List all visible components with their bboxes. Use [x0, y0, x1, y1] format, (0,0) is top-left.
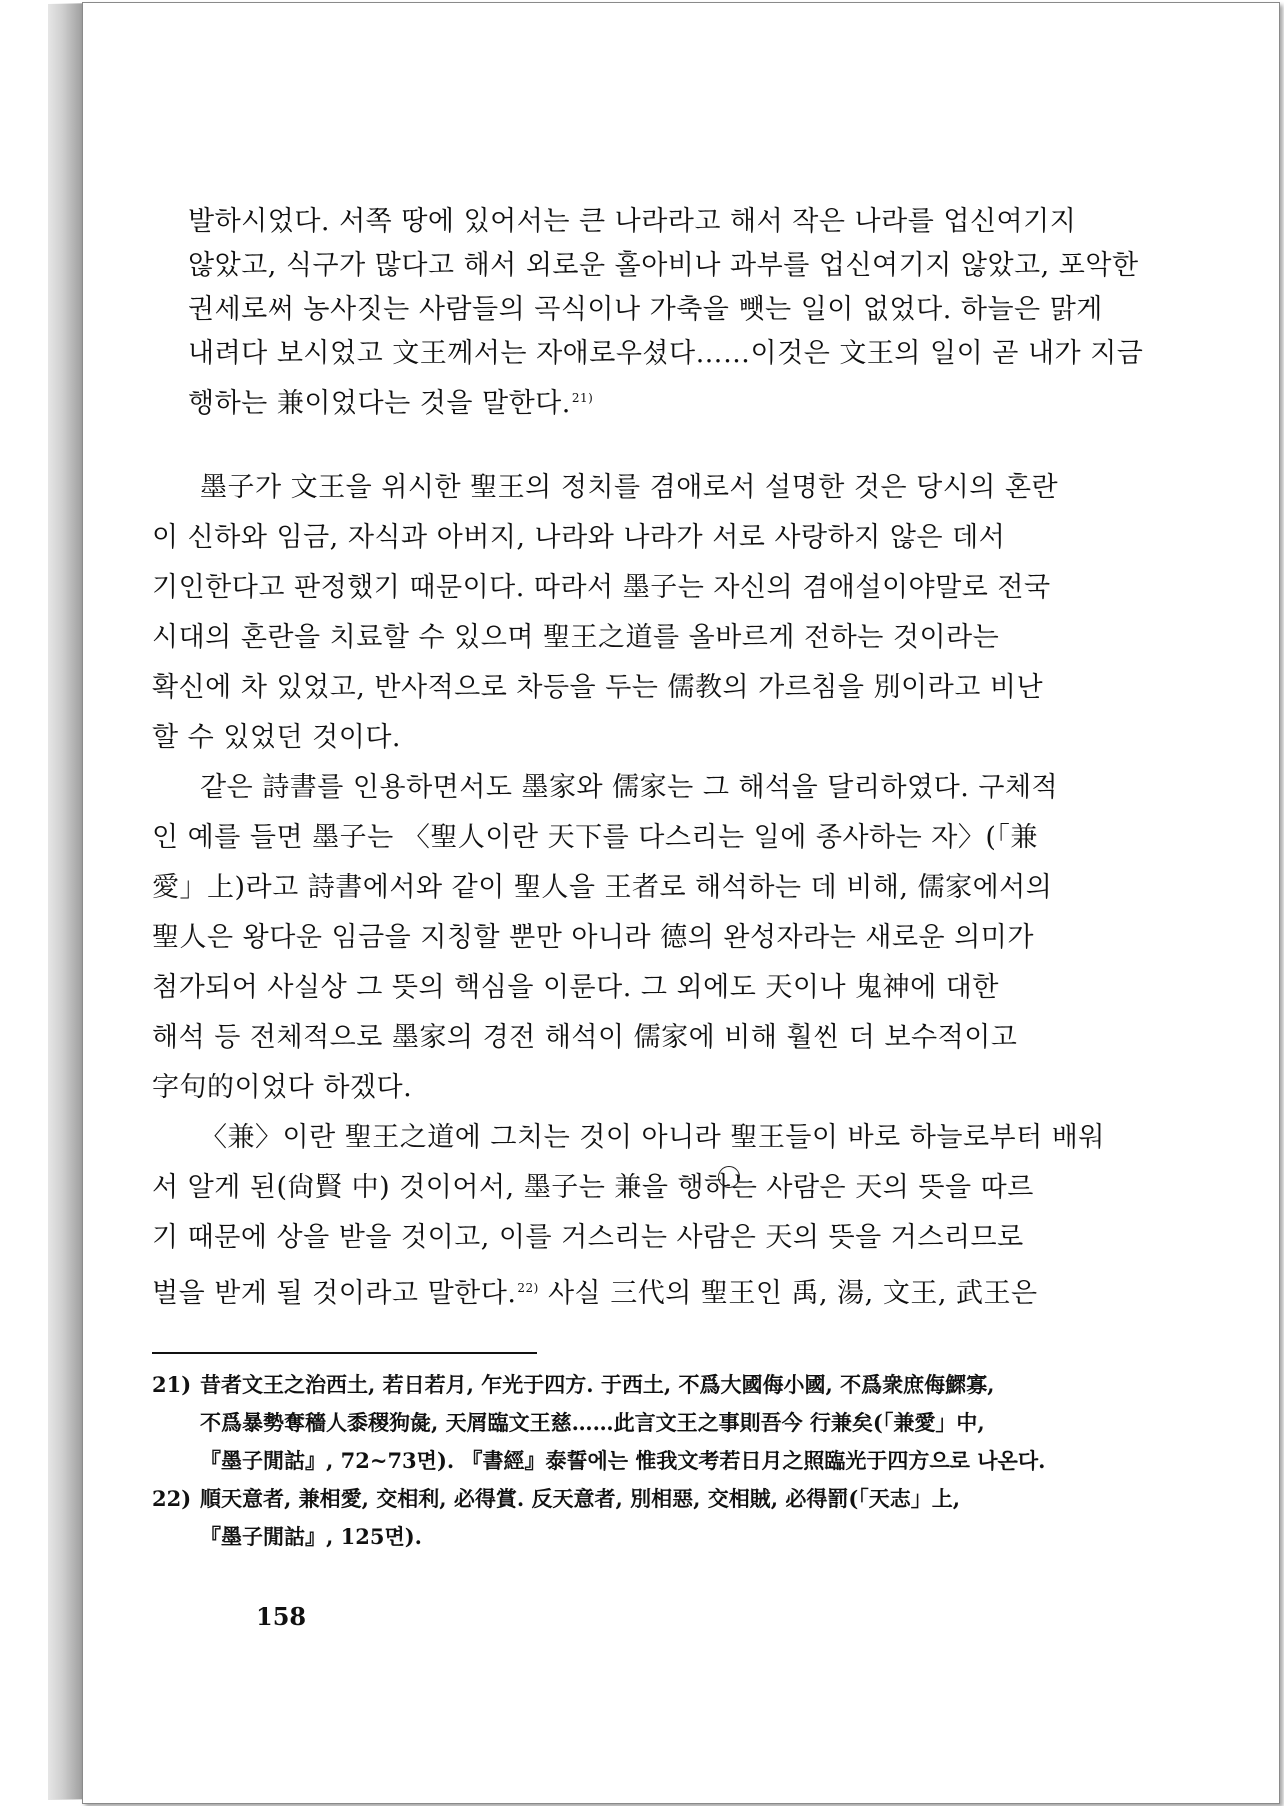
body-line: 확신에 차 있었고, 반사적으로 차등을 두는 儒教의 가르침을 別이라고 비난 [152, 672, 1044, 703]
body-line: 서 알게 된(尙賢 中) 것이어서, 墨子는 兼을 행하는 사람은 天의 뜻을 따르 [152, 1172, 1034, 1203]
footnote-ref-21[interactable]: 21) [571, 391, 594, 405]
body-line: 聖人은 왕다운 임금을 지칭할 뿐만 아니라 德의 완성자라는 새로운 의미가 [152, 922, 1034, 953]
footnote-number: 21) [152, 1372, 192, 1397]
body-line [152, 1266, 1152, 1310]
footnote-divider [152, 1352, 537, 1354]
body-line: 기 때문에 상을 받을 것이고, 이를 거스리는 사람은 天의 뜻을 거스리므로 [152, 1222, 1024, 1253]
quote-line [188, 376, 1152, 420]
footnotes [152, 1366, 1152, 1556]
footnote-line: 21) 昔者文王之治西土, 若日若月, 乍光于四方. 于西土, 不爲大國侮小國, 不爲衆庶侮鰥寡, [152, 1366, 1152, 1404]
body-line: 墨子가 文王을 위시한 聖王의 정치를 겸애로서 설명한 것은 당시의 혼란 [200, 472, 1059, 503]
body-line: 字句的이었다 하겠다. [152, 1072, 413, 1103]
body-line: 할 수 있었던 것이다. [152, 722, 401, 753]
body-line: 같은 詩書를 인용하면서도 墨家와 儒家는 그 해석을 달리하였다. 구체적 [200, 772, 1059, 803]
body-line: 시대의 혼란을 치료할 수 있으며 聖王之道를 올바르게 전하는 것이라는 [152, 622, 1000, 653]
footnote-ref-22[interactable]: 22) [517, 1281, 539, 1295]
quote-line-text: 행하는 兼이었다는 것을 말한다. [188, 388, 571, 419]
quote-line: 내려다 보시었고 文王께서는 자애로우셨다……이것은 文王의 일이 곧 내가 지금 [188, 338, 1144, 369]
body-line: 〈兼〉이란 聖王之道에 그치는 것이 아니라 聖王들이 바로 하늘로부터 배워 [200, 1122, 1105, 1153]
footnote-number: 22) [152, 1486, 192, 1511]
quote-line: 발하시었다. 서쪽 땅에 있어서는 큰 나라라고 해서 작은 나라를 업신여기지 [188, 206, 1077, 237]
block-quote [188, 200, 1152, 420]
body-line: 해석 등 전체적으로 墨家의 경전 해석이 儒家에 비해 훨씬 더 보수적이고 [152, 1022, 1018, 1053]
handwritten-circle-mark [718, 1166, 740, 1188]
quote-line: 권세로써 농사짓는 사람들의 곡식이나 가축을 뺏는 일이 없었다. 하늘은 맑게 [188, 294, 1103, 325]
body-line: 첨가되어 사실상 그 뜻의 핵심을 이룬다. 그 외에도 天이나 鬼神에 대한 [152, 972, 999, 1003]
footnote-line: 22) 順天意者, 兼相愛, 交相利, 必得賞. 反天意者, 別相惡, 交相賊, 必得罰(「天志」上, [152, 1480, 1152, 1518]
body-line-tail: 사실 三代의 聖王인 禹, 湯, 文王, 武王은 [538, 1278, 1038, 1309]
body-text [152, 466, 1152, 1316]
page-number: 158 [256, 1602, 307, 1631]
footnote-line: 不爲暴勢奪穡人黍稷狗彘, 天屑臨文王慈……此言文王之事則吾今 行兼矣(「兼愛」中, [200, 1410, 985, 1435]
body-line: 이 신하와 임금, 자식과 아버지, 나라와 나라가 서로 사랑하지 않은 데서 [152, 522, 1006, 553]
footnote-line: 『墨子閒詁』, 72~73면). 『書經』泰誓에는 惟我文考若日月之照臨光于四方으로 나온다. [200, 1448, 1046, 1473]
body-line: 愛」上)라고 詩書에서와 같이 聖人을 王者로 해석하는 데 비해, 儒家에서의 [152, 872, 1053, 903]
body-line: 인 예를 들면 墨子는 〈聖人이란 天下를 다스리는 일에 종사하는 자〉(「兼 [152, 822, 1038, 853]
body-line: 기인한다고 판정했기 때문이다. 따라서 墨子는 자신의 겸애설이야말로 전국 [152, 572, 1051, 603]
book-spine-edge [48, 3, 84, 1800]
footnote-line: 『墨子閒詁』, 125면). [200, 1524, 422, 1549]
body-line-text: 벌을 받게 될 것이라고 말한다. [152, 1278, 517, 1309]
quote-line: 않았고, 식구가 많다고 해서 외로운 홀아비나 과부를 업신여기지 않았고, 포악한 [188, 250, 1139, 281]
